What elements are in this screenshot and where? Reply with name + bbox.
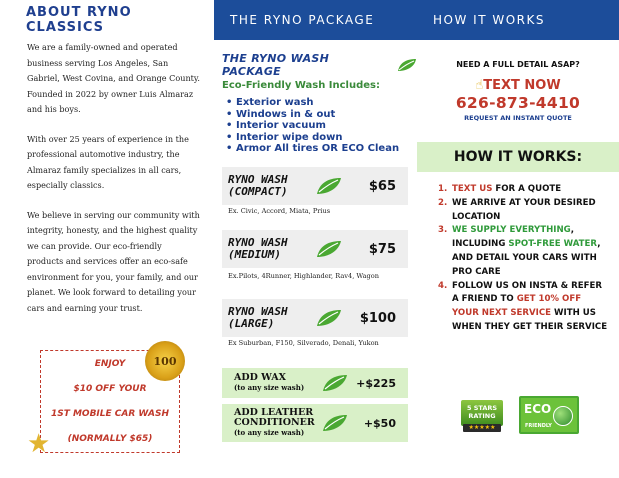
tier-name: RYNO WASH (LARGE)	[228, 305, 288, 330]
addon-name: ADD LEATHER CONDITIONER (to any size wash)	[234, 407, 315, 437]
leaf-icon	[397, 58, 417, 72]
about-panel	[0, 0, 214, 478]
need-detail-text: NEED A FULL DETAIL ASAP?	[456, 60, 580, 69]
tier-examples: Ex. Civic, Accord, Miata, Prius	[228, 207, 331, 215]
addon-price: +$225	[356, 376, 396, 390]
about-paragraph-1: We are a family-owned and operated business serving Los Angeles, San Gabriel, West Covina, and Orange County. Founded in 2022 by owner Luis Almaraz and his boys.	[27, 42, 200, 114]
step-text: WE SUPPLY EVERYTHING	[452, 225, 571, 236]
badges-row	[457, 396, 579, 434]
leaf-icon	[322, 414, 348, 432]
about-text	[0, 40, 214, 316]
leaf-icon	[316, 309, 342, 327]
promo-line-1: ENJOY	[94, 358, 126, 369]
package-title-row	[222, 52, 417, 78]
phone-number[interactable]: 626-873-4410	[455, 94, 581, 112]
step-number: 1.	[438, 184, 448, 194]
eco-friendly-icon	[519, 396, 579, 434]
package-header: THE RYNO PACKAGE	[214, 0, 417, 40]
step-text: TEXT US	[452, 184, 493, 194]
tier-name: RYNO WASH (COMPACT)	[228, 173, 288, 198]
leaf-icon	[322, 374, 348, 392]
step-item	[438, 197, 609, 225]
package-title: THE RYNO WASH PACKAGE	[222, 52, 330, 78]
step-number: 4.	[438, 280, 448, 291]
step-text: SPOT-FREE WATER	[508, 239, 598, 250]
addon-price: +$50	[363, 416, 396, 430]
satisfaction-badge-icon	[145, 341, 185, 381]
tier-price: $65	[368, 178, 396, 194]
step-text: FOR A QUOTE	[492, 184, 562, 194]
step-item	[438, 280, 609, 335]
tier-large	[222, 299, 408, 337]
about-paragraph-3: We believe in serving our community with integrity, honesty, and the highest quality we can provide. Our eco-friendly products and services offer an eco-safe environment for you, your family, and our planet. We look forward to detailing your cars and earning your trust.	[27, 209, 200, 313]
promo-line-2: $10 OFF YOUR	[73, 383, 147, 394]
step-text: WE ARRIVE AT YOUR DESIRED LOCATION	[452, 197, 596, 222]
feature-item: • Exterior wash	[238, 97, 417, 109]
tier-price: $100	[359, 310, 396, 326]
tier-compact	[222, 167, 408, 205]
how-panel	[417, 0, 619, 478]
leaf-icon	[316, 240, 342, 258]
pointing-hand-icon: ☝	[475, 78, 484, 93]
addon-name: ADD WAX (to any size wash)	[234, 372, 305, 392]
about-title: ABOUT RYNO CLASSICS	[26, 5, 132, 35]
star-icon: ★	[27, 429, 51, 459]
how-header: HOW IT WORKS	[417, 0, 619, 40]
about-paragraph-2: With over 25 years of experience in the professional automotive industry, the Almaraz family specializes in all cars, especially classics.	[27, 133, 189, 190]
five-star-rating-icon	[457, 396, 507, 434]
eco-sub-label: FRIENDLY	[525, 423, 552, 429]
leaf-icon	[316, 177, 342, 195]
feature-item: • Armor All tires OR ECO Clean	[238, 143, 417, 155]
text-now-row	[417, 78, 619, 93]
tier-examples: Ex.Pilots, 4Runner, Highlander, Rav4, Wagon	[228, 272, 379, 280]
step-text: GET 10% OFF YOUR NEXT SERVICE	[452, 294, 582, 319]
step-number: 3.	[438, 225, 448, 236]
how-it-works-title: HOW IT WORKS:	[417, 142, 619, 172]
steps-list	[438, 183, 609, 335]
package-panel	[214, 0, 417, 478]
rating-stars: ★★★★★	[463, 424, 501, 432]
addon-leather	[222, 404, 408, 442]
step-number: 2.	[438, 197, 448, 208]
feature-list	[238, 97, 417, 155]
rating-line-2: RATING	[468, 412, 496, 420]
tier-price: $75	[368, 241, 396, 257]
promo-line-4: (NORMALLY $65)	[67, 433, 153, 444]
feature-item: • Interior vacuum	[238, 120, 417, 132]
step-item	[438, 224, 609, 279]
step-text: FOLLOW US ON INSTA & REFER A FRIEND TO	[452, 280, 602, 305]
tier-examples: Ex Suburban, F150, Silverado, Denali, Yukon	[228, 339, 379, 347]
promo-line-3: 1ST MOBILE CAR WASH	[50, 408, 170, 419]
request-quote-text: REQUEST AN INSTANT QUOTE	[464, 114, 572, 122]
feature-item: • Interior wipe down	[238, 132, 417, 144]
tier-name: RYNO WASH (MEDIUM)	[228, 236, 288, 261]
badge-text: 100	[153, 354, 177, 368]
feature-item: • Windows in & out	[238, 109, 417, 121]
eco-label: ECO	[524, 402, 552, 416]
text-now-label: TEXT NOW	[483, 78, 561, 93]
step-text: WITH US WHEN THEY GET THEIR SERVICE	[452, 308, 608, 332]
tier-medium	[222, 230, 408, 268]
addon-wax	[222, 368, 408, 398]
step-item	[438, 183, 609, 197]
step-text: , AND DETAIL YOUR CARS WITH PRO CARE	[452, 239, 601, 277]
rating-line-1: 5 STARS	[466, 404, 498, 412]
step-text: , INCLUDING	[452, 225, 574, 250]
package-subtitle: Eco-Friendly Wash Includes:	[222, 80, 380, 91]
globe-icon	[553, 406, 573, 426]
